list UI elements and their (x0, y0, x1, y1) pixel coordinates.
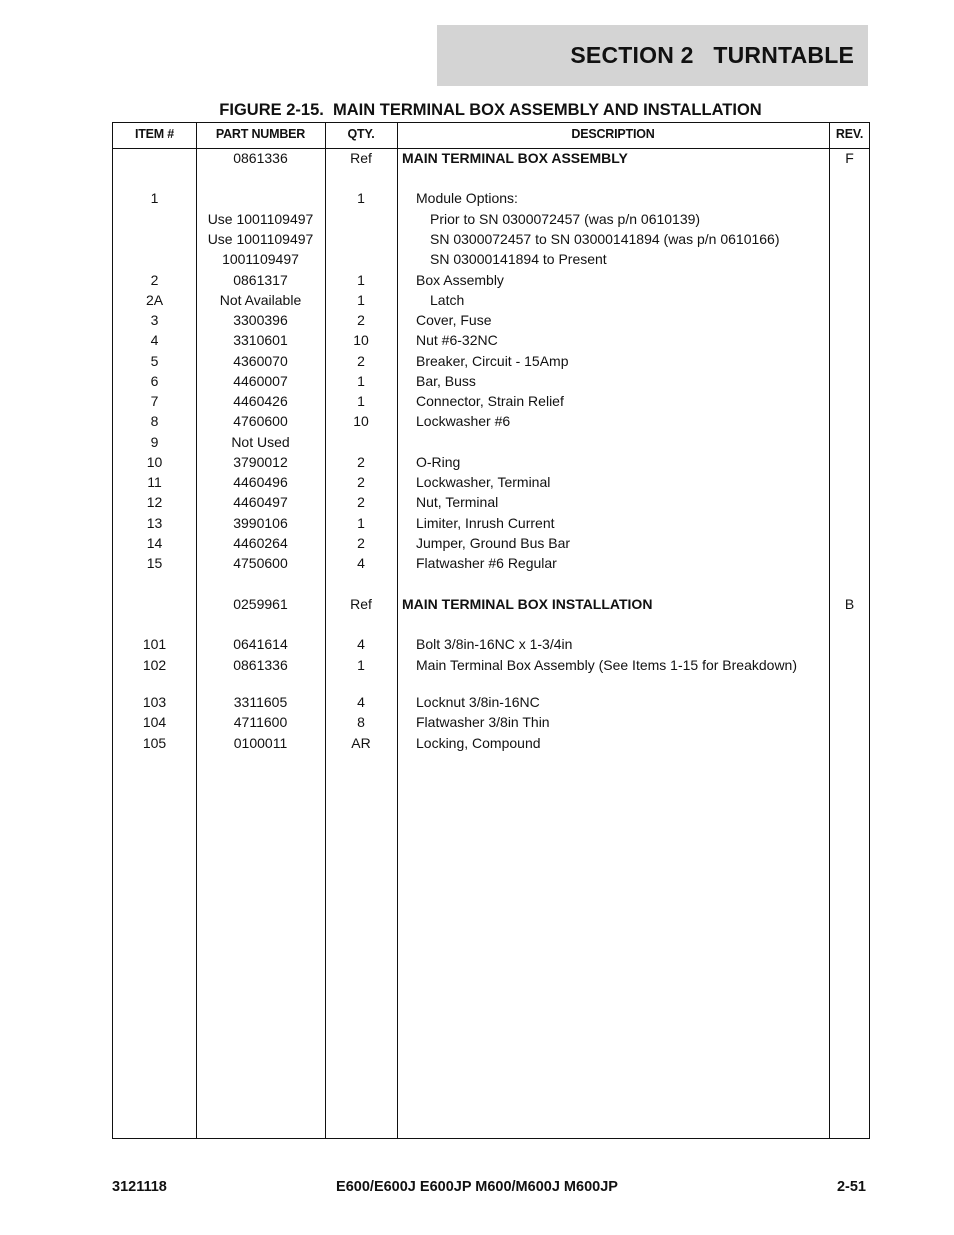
footer-models: E600/E600J E600JP M600/M600J M600JP (336, 1179, 618, 1195)
cell-item: 102 (142, 657, 167, 673)
cell-part-number: 1001109497 (222, 251, 299, 267)
cell-part-number: 4460496 (233, 474, 288, 490)
cell-description: Prior to SN 0300072457 (was p/n 0610139) (430, 211, 701, 227)
cell-qty: 1 (357, 515, 365, 531)
cell-rev: F (845, 150, 854, 166)
cell-item: 14 (146, 535, 163, 551)
cell-item: 4 (150, 332, 159, 348)
cell-qty: 4 (357, 694, 365, 710)
cell-item: 103 (142, 694, 167, 710)
cell-item: 12 (146, 494, 163, 510)
cell-qty: 1 (357, 190, 365, 206)
cell-rev: B (844, 596, 855, 612)
column-divider (397, 123, 398, 1138)
cell-part-number: 3310601 (233, 332, 288, 348)
cell-qty: 4 (357, 555, 365, 571)
cell-description: Flatwasher #6 Regular (416, 555, 557, 571)
cell-part-number: 4460497 (233, 494, 288, 510)
cell-qty: 2 (357, 312, 365, 328)
cell-qty: 2 (357, 353, 365, 369)
cell-qty: 1 (357, 657, 365, 673)
cell-item: 6 (150, 373, 159, 389)
cell-description: Bar, Buss (416, 373, 476, 389)
cell-description: MAIN TERMINAL BOX INSTALLATION (402, 596, 653, 612)
cell-item: 105 (142, 735, 167, 751)
header-part-number: PART NUMBER (215, 127, 306, 141)
cell-description: O-Ring (416, 454, 461, 470)
cell-qty: 2 (357, 474, 365, 490)
cell-part-number: 3990106 (233, 515, 288, 531)
cell-description: Locknut 3/8in-16NC (416, 694, 540, 710)
cell-qty: 10 (353, 413, 369, 429)
cell-item: 3 (150, 312, 159, 328)
cell-qty: 2 (357, 494, 365, 510)
cell-part-number: 0259961 (233, 596, 288, 612)
cell-description: Lockwasher #6 (416, 413, 511, 429)
header-rev: REV. (835, 127, 864, 141)
cell-description: Locking, Compound (416, 735, 541, 751)
cell-qty: 2 (357, 454, 365, 470)
cell-qty: 8 (357, 714, 365, 730)
cell-item: 2A (145, 292, 164, 308)
cell-part-number: 0100011 (233, 735, 288, 751)
cell-description: Bolt 3/8in-16NC x 1-3/4in (416, 636, 573, 652)
cell-qty: 4 (357, 636, 365, 652)
cell-part-number: Use 1001109497 (207, 231, 314, 247)
section-title: SECTION 2 TURNTABLE (570, 42, 854, 68)
parts-table (112, 122, 870, 1139)
header-qty: QTY. (347, 127, 375, 141)
cell-item: 5 (150, 353, 159, 369)
cell-part-number: 0861336 (233, 150, 288, 166)
footer-doc-number: 3121118 (112, 1179, 167, 1195)
cell-part-number: 3300396 (233, 312, 288, 328)
cell-part-number: 3790012 (233, 454, 288, 470)
cell-part-number: Use 1001109497 (207, 211, 314, 227)
cell-qty: 10 (353, 332, 369, 348)
cell-part-number: 4760600 (233, 413, 288, 429)
cell-part-number: 0861336 (233, 657, 288, 673)
header-item: ITEM # (134, 127, 175, 141)
cell-item: 15 (146, 555, 163, 571)
cell-description: Limiter, Inrush Current (416, 515, 555, 531)
cell-description: Flatwasher 3/8in Thin (416, 714, 550, 730)
cell-part-number: 4460007 (233, 373, 288, 389)
cell-description: Module Options: (416, 190, 518, 206)
cell-part-number: 4711600 (233, 714, 288, 730)
header-description: DESCRIPTION (571, 127, 655, 141)
cell-item: 8 (150, 413, 159, 429)
cell-qty: 1 (357, 373, 365, 389)
cell-qty: 2 (357, 535, 365, 551)
header-divider (113, 148, 869, 149)
cell-description: Main Terminal Box Assembly (See Items 1-15 for Breakdown) (416, 657, 798, 673)
cell-qty: 1 (357, 393, 365, 409)
cell-description: Breaker, Circuit - 15Amp (416, 353, 569, 369)
cell-part-number: Not Available (219, 292, 302, 308)
cell-item: 101 (142, 636, 167, 652)
cell-description: Cover, Fuse (416, 312, 492, 328)
cell-part-number: 3311605 (233, 694, 288, 710)
cell-part-number: 4460264 (233, 535, 288, 551)
cell-part-number: 0641614 (233, 636, 288, 652)
cell-description: Nut #6-32NC (416, 332, 498, 348)
cell-description: Latch (430, 292, 465, 308)
cell-qty: 1 (357, 292, 365, 308)
cell-qty: 1 (357, 272, 365, 288)
cell-item: 1 (150, 190, 159, 206)
cell-qty: Ref (350, 596, 372, 612)
cell-item: 11 (147, 474, 162, 490)
cell-description: SN 03000141894 to Present (430, 251, 607, 267)
figure-title: FIGURE 2-15. MAIN TERMINAL BOX ASSEMBLY AND INSTALLATION (219, 101, 762, 119)
cell-part-number: 0861317 (233, 272, 288, 288)
cell-qty: AR (351, 735, 371, 751)
cell-part-number: 4750600 (233, 555, 288, 571)
cell-description: Lockwasher, Terminal (416, 474, 551, 490)
cell-item: 104 (142, 714, 167, 730)
cell-description: SN 0300072457 to SN 03000141894 (was p/n 0610166) (430, 231, 780, 247)
cell-description: Jumper, Ground Bus Bar (416, 535, 571, 551)
cell-item: 10 (146, 454, 163, 470)
cell-part-number: 4460426 (233, 393, 288, 409)
cell-item: 9 (150, 434, 159, 450)
cell-item: 7 (150, 393, 159, 409)
cell-item: 13 (146, 515, 163, 531)
section-banner (437, 25, 868, 86)
cell-description: MAIN TERMINAL BOX ASSEMBLY (402, 150, 628, 166)
cell-description: Connector, Strain Relief (416, 393, 564, 409)
cell-description: Box Assembly (416, 272, 504, 288)
cell-part-number: Not Used (231, 434, 290, 450)
footer-page-number: 2-51 (836, 1179, 866, 1195)
cell-description: Nut, Terminal (416, 494, 499, 510)
cell-qty: Ref (350, 150, 372, 166)
cell-item: 2 (150, 272, 159, 288)
cell-part-number: 4360070 (233, 353, 288, 369)
